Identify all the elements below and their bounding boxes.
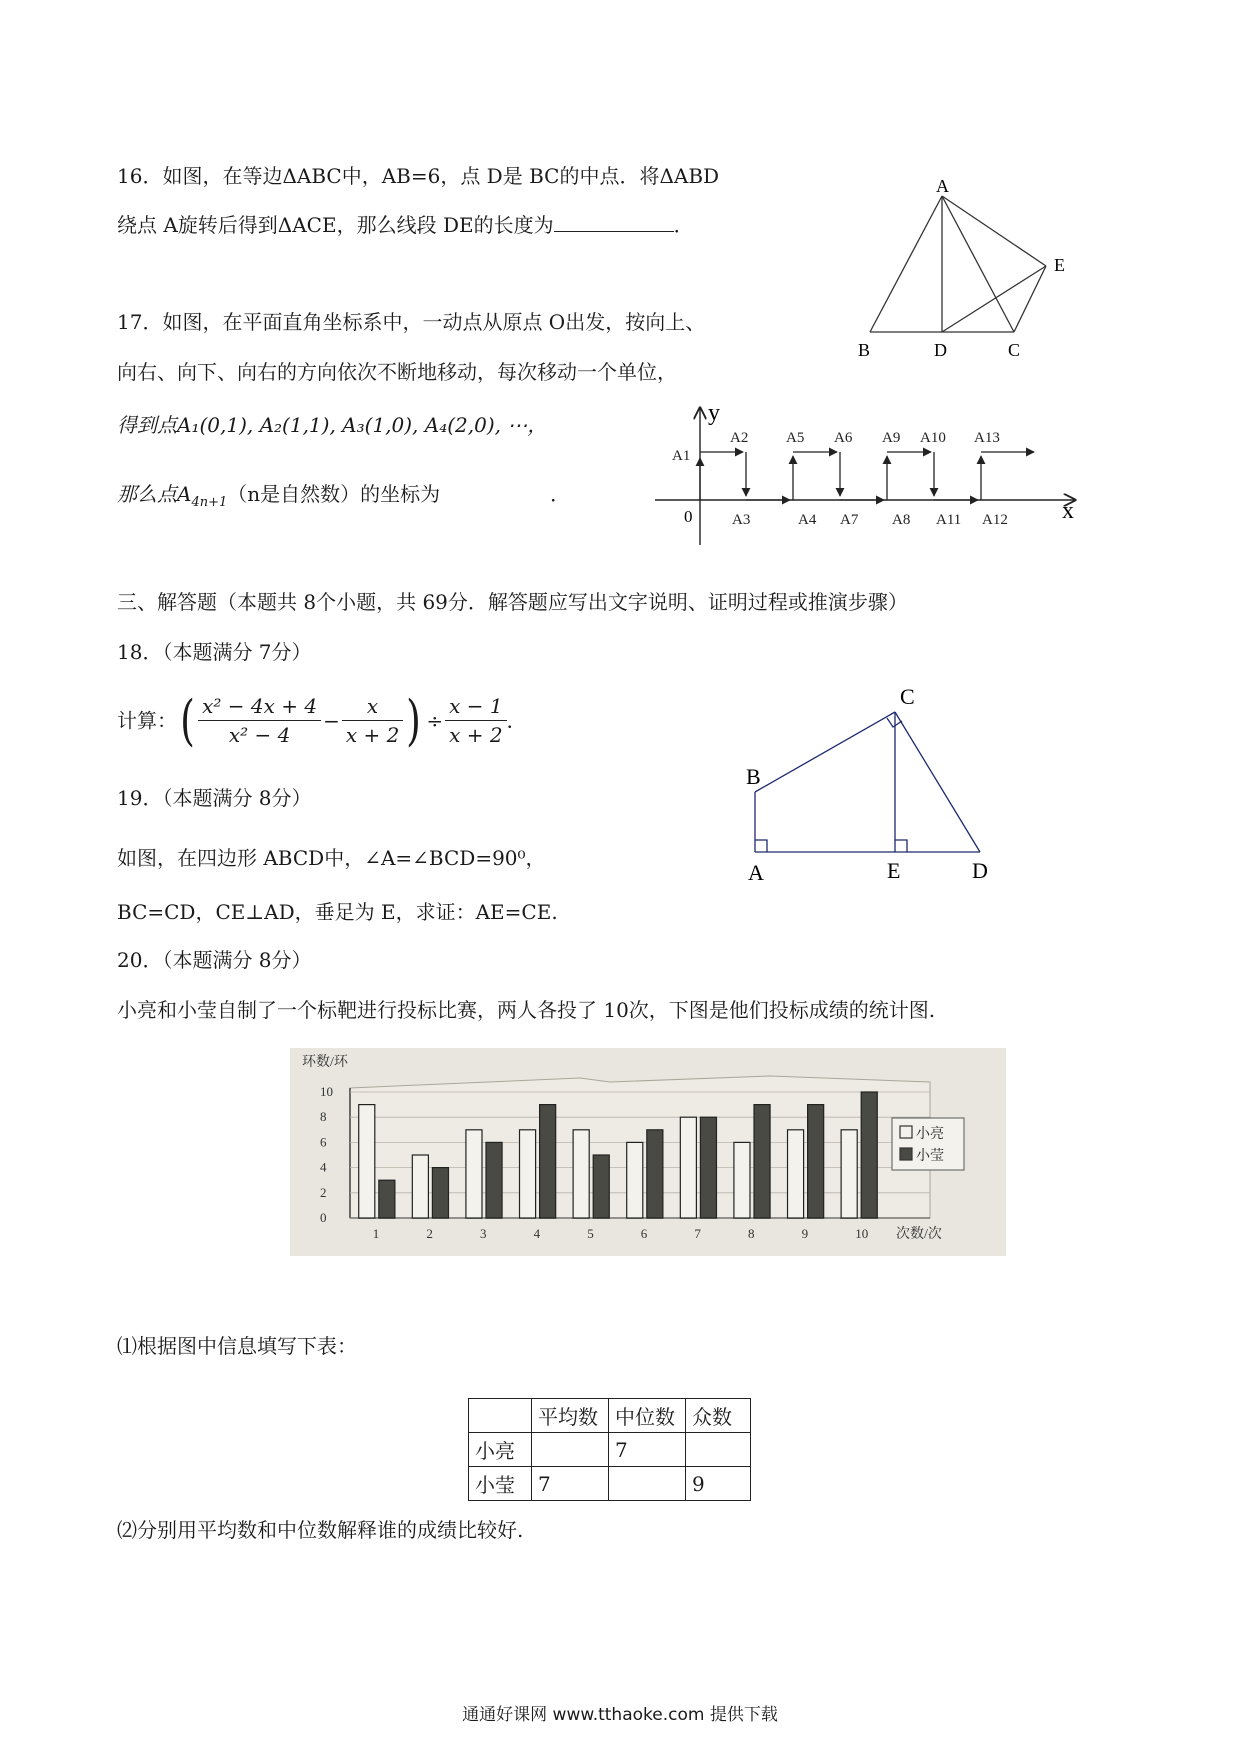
legend-label-xiaoliang: 小亮 [916,1127,944,1142]
chart-ytick-label: 2 [320,1184,327,1200]
chart-ytick-label: 4 [320,1159,327,1175]
q16-label-E: E [1054,255,1065,275]
chart-bar-xiaoying-4 [540,1105,556,1218]
q17-figure [650,400,1090,550]
q17-point-A10: A10 [920,430,946,446]
q17-line4-end: ． [550,482,571,506]
q19-figure [740,682,1010,892]
chart-bar-xiaoliang-1 [359,1105,375,1218]
q16-line2-end: ． [673,213,694,237]
q16-line1: 16．如图，在等边ΔABC中，AB=6，点 D是 BC的中点．将ΔABD [117,164,720,188]
chart-bar-xiaoying-9 [808,1105,824,1218]
q18-fraction-3 [445,692,506,749]
chart-bar-xiaoying-10 [861,1092,877,1218]
q18-fraction-1 [198,692,321,749]
chart-bar-xiaoying-1 [379,1180,395,1218]
chart-bar-xiaoying-2 [432,1168,448,1218]
q17-point-A6: A6 [834,430,853,446]
chart-ylabel: 环数/环 [302,1055,348,1070]
table-cell[interactable] [686,1433,751,1467]
q19-label-E: E [887,858,901,883]
table-header-cell: 中位数 [609,1399,686,1433]
q18-minus: − [323,708,340,733]
q16-label-B: B [858,340,871,360]
q16-line2 [117,213,694,237]
q18-frac2-den: x + 2 [345,723,400,747]
q18-fraction-2 [342,692,403,749]
q18-title: 18．（本题满分 7分） [117,640,312,664]
chart-bar-xiaoying-7 [700,1117,716,1218]
q17-point-A7: A7 [840,512,859,528]
chart-xtick-label: 10 [855,1226,869,1241]
chart-bar-xiaoliang-5 [573,1130,589,1218]
q17-line4 [117,482,570,515]
table-header-cell [469,1399,532,1433]
table-cell[interactable] [609,1467,686,1501]
q19-label-B: B [746,764,761,789]
chart-ytick-label: 0 [320,1210,327,1225]
q18-frac3-den: x + 2 [449,723,503,747]
q17-line4-sub: 4n+1 [191,495,228,510]
q17-point-A1: A1 [672,448,691,464]
q16-label-C: C [1008,340,1021,360]
q19-label-C: C [900,684,915,709]
q17-point-A12: A12 [982,512,1008,528]
chart-bar-xiaoliang-7 [680,1117,696,1218]
chart-bar-xiaoliang-6 [627,1142,643,1218]
q18-frac1-num: x² − 4x + 4 [198,692,321,721]
q18-frac1-den: x² − 4 [228,723,291,747]
chart-xlabel: 次数/次 [896,1227,942,1242]
section3-heading: 三、解答题（本题共 8个小题，共 69分．解答题应写出文字说明、证明过程或推演步骤） [117,590,908,614]
q17-line3: 得到点A₁(0,1), A₂(1,1), A₃(1,0), A₄(2,0), ⋯， [117,413,548,437]
q17-point-A11: A11 [936,512,962,528]
q19-line2: BC=CD，CE⊥AD，垂足为 E，求证：AE=CE. [117,900,558,924]
q18-left-paren: ( [180,688,195,752]
q18-label: 计算： [117,708,177,733]
q17-line1: 17．如图，在平面直角坐标系中，一动点从原点 O出发，按向上、 [117,310,706,334]
q17-point-A4: A4 [798,512,817,528]
q17-point-A5: A5 [786,430,805,446]
table-cell: 9 [686,1467,751,1501]
q18-expression [117,690,527,750]
chart-xtick-label: 4 [533,1226,541,1241]
q18-end: ． [506,708,527,733]
chart-bar-xiaoliang-8 [734,1142,750,1218]
q17-line4-b: （n是自然数）的坐标为 [227,482,441,506]
score-bar-chart [290,1048,1006,1256]
q17-line4-a: 那么点A [117,482,192,506]
q16-label-D: D [934,340,947,360]
q16-label-A: A [936,180,949,196]
chart-ytick-label: 8 [320,1109,327,1125]
q17-point-A3: A3 [732,512,751,528]
q16-line2-text: 绕点 A旋转后得到ΔACE，那么线段 DE的长度为 [117,213,554,237]
chart-bar-xiaoying-6 [647,1130,663,1218]
table-header-cell: 平均数 [532,1399,609,1433]
chart-bar-xiaoying-5 [593,1155,609,1218]
q19-title: 19．（本题满分 8分） [117,786,312,810]
table-cell[interactable] [532,1433,609,1467]
table-row [469,1433,751,1467]
q19-label-D: D [972,858,988,883]
q18-frac2-num: x [342,692,403,721]
chart-bar-xiaoliang-9 [788,1130,804,1218]
q18-right-paren: ) [406,688,422,752]
chart-xtick-label: 8 [748,1226,755,1241]
chart-legend [892,1118,964,1170]
chart-ytick-label: 6 [320,1134,327,1150]
chart-bar-xiaoliang-2 [412,1155,428,1218]
chart-xtick-label: 1 [372,1226,380,1241]
chart-xtick-label: 3 [480,1226,487,1241]
table-cell: 7 [609,1433,686,1467]
chart-bar-xiaoying-8 [754,1105,770,1218]
chart-bar-xiaoliang-3 [466,1130,482,1218]
q17-point-A2: A2 [730,430,749,446]
chart-ytick-label: 10 [320,1084,333,1099]
q16-figure [850,180,1090,360]
chart-xtick-label: 2 [426,1226,433,1241]
q17-point-A9: A9 [882,430,901,446]
chart-xtick-label: 6 [640,1226,648,1241]
q16-answer-blank [554,213,674,232]
chart-xtick-label: 5 [587,1226,594,1241]
table-header-cell: 众数 [686,1399,751,1433]
q20-intro: 小亮和小莹自制了一个标靶进行投标比赛，两人各投了 10次，下图是他们投标成绩的统计图. [117,998,936,1022]
q19-line1: 如图，在四边形 ABCD中，∠A=∠BCD=90⁰， [117,846,546,870]
chart-bar-xiaoying-3 [486,1142,502,1218]
q18-div: ÷ [426,708,444,733]
q17-point-A13: A13 [974,430,1000,446]
table-cell: 小亮 [469,1433,532,1467]
q17-origin: 0 [684,507,693,526]
table-header-row [469,1399,751,1433]
q17-point-A8: A8 [892,512,911,528]
q20-title: 20．（本题满分 8分） [117,948,312,972]
table-row [469,1467,751,1501]
chart-xtick-label: 7 [694,1226,701,1241]
legend-swatch-xiaoliang [900,1126,912,1138]
q20-part2: ⑵分别用平均数和中位数解释谁的成绩比较好. [117,1518,524,1542]
q17-axis-y: y [708,400,720,426]
table-cell: 7 [532,1467,609,1501]
chart-bar-xiaoliang-4 [520,1130,536,1218]
table-cell: 小莹 [469,1467,532,1501]
page-footer: 通通好课网 www.tthaoke.com 提供下载 [462,1705,778,1725]
score-table [468,1398,751,1501]
q17-axis-x: x [1062,498,1074,524]
legend-swatch-xiaoying [900,1148,912,1160]
q17-line2: 向右、向下、向右的方向依次不断地移动，每次移动一个单位， [117,360,677,384]
chart-bar-xiaoliang-10 [841,1130,857,1218]
q18-frac3-num: x − 1 [445,692,506,721]
chart-xtick-label: 9 [801,1226,809,1241]
q20-part1: ⑴根据图中信息填写下表： [117,1334,357,1358]
legend-label-xiaoying: 小莹 [916,1149,944,1164]
q19-label-A: A [748,860,764,885]
